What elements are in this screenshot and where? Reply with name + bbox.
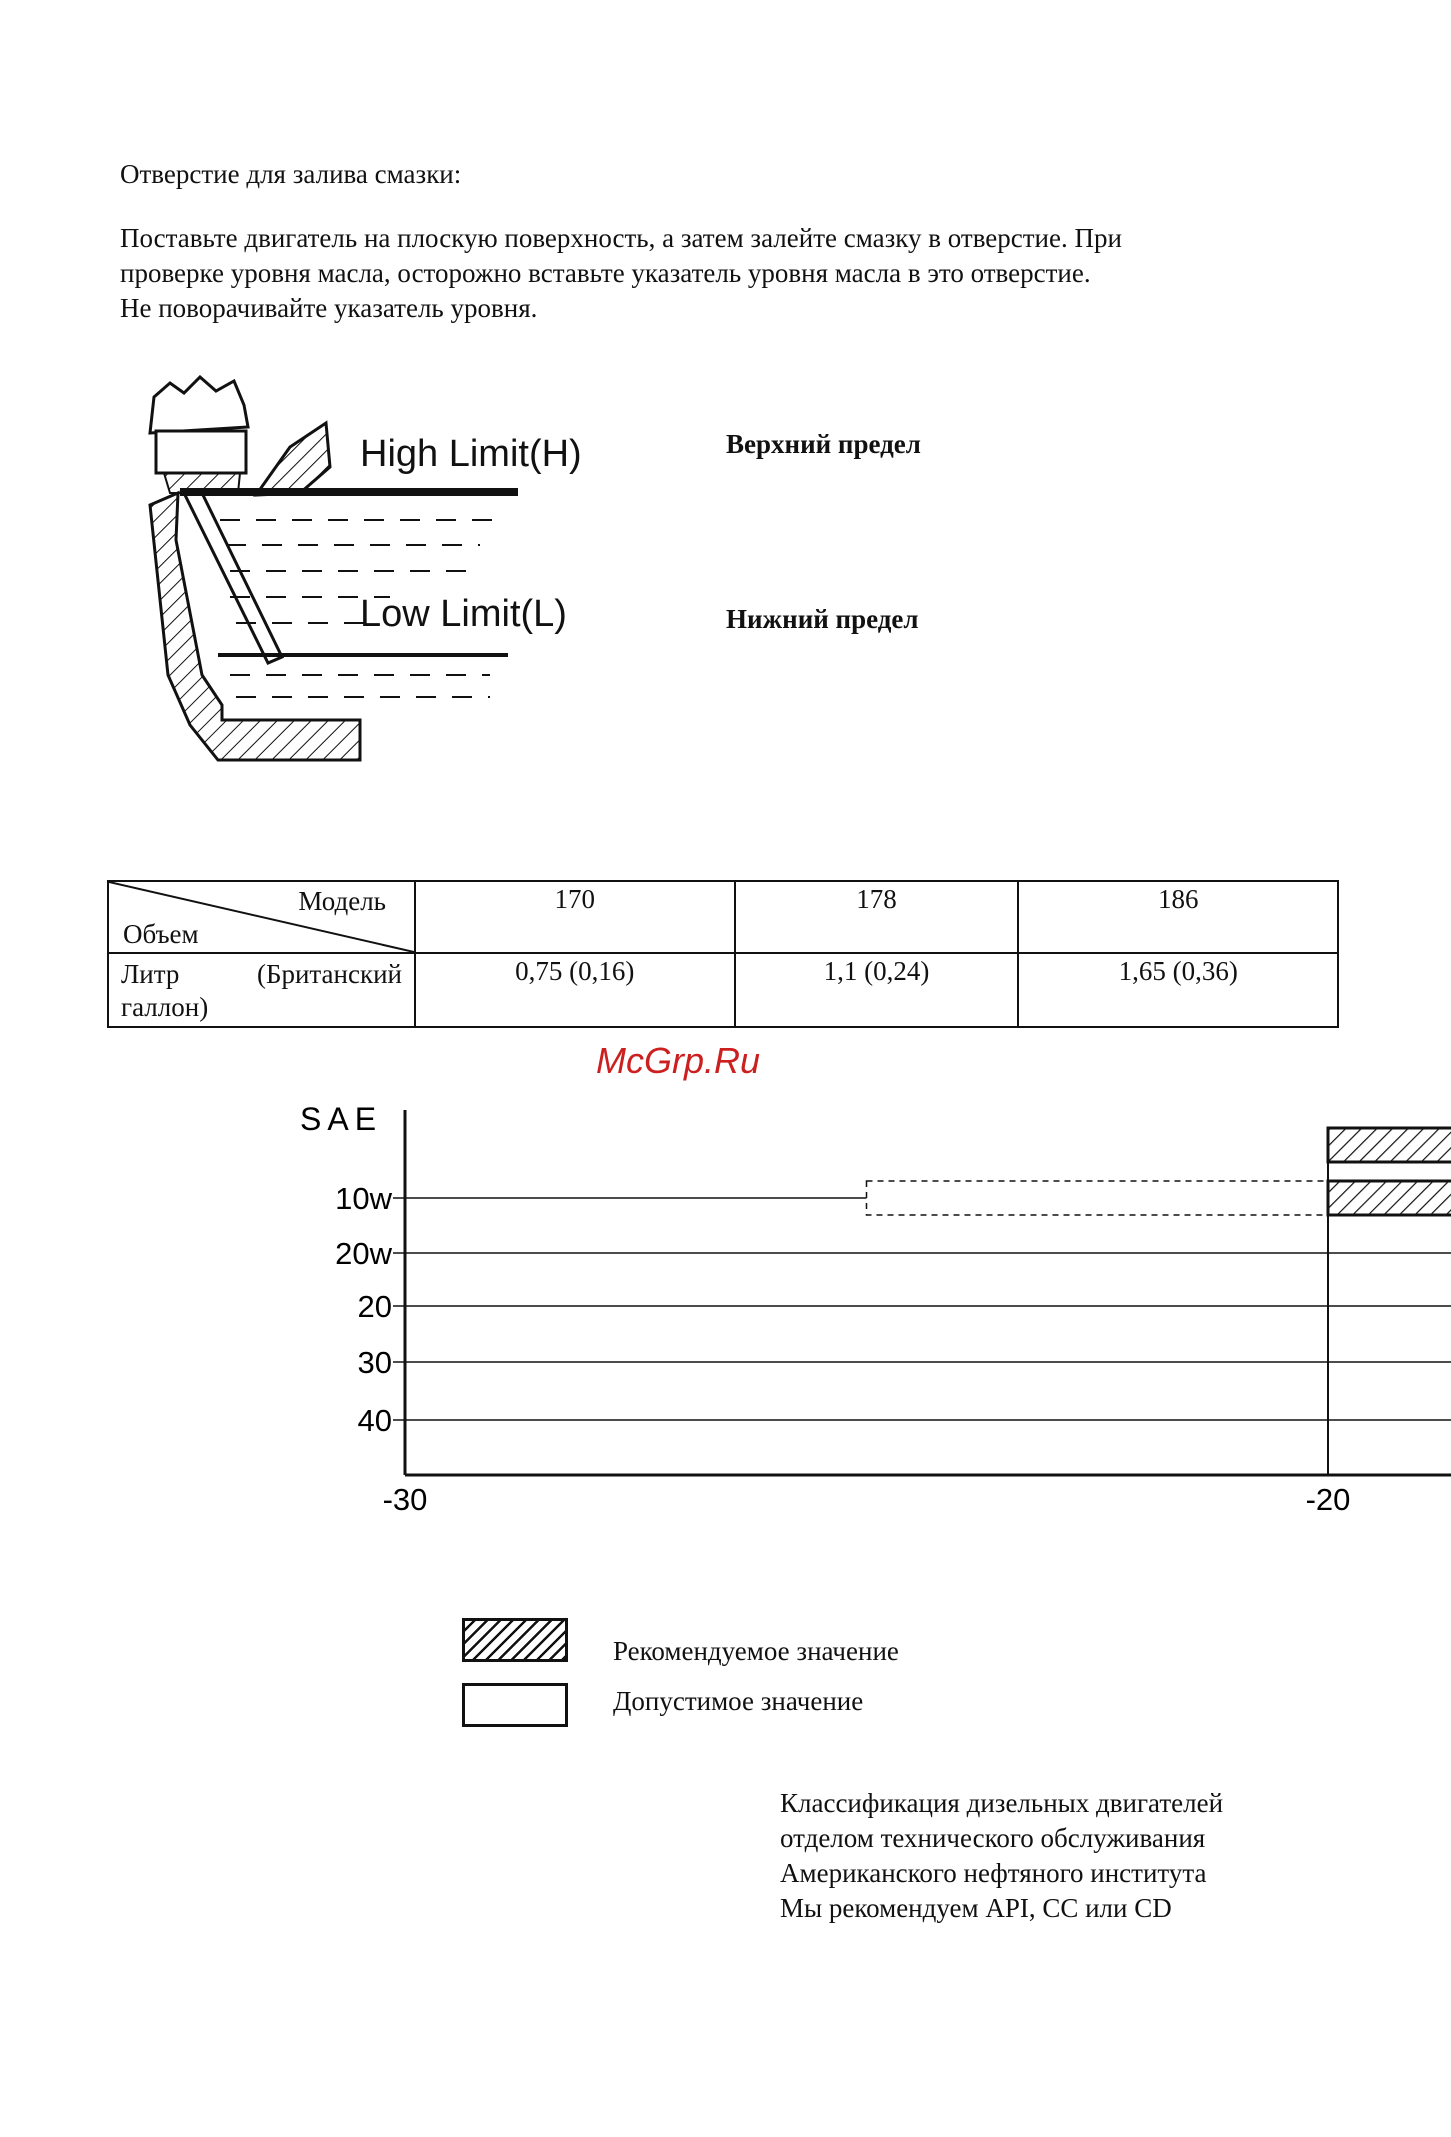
footer-note-line-1: Классификация дизельных двигателей bbox=[780, 1788, 1224, 1818]
instruction-line-2: проверке уровня масла, осторожно вставьте указатель уровня масла в это отверстие. bbox=[120, 258, 1091, 288]
low-limit-label: Low Limit(L) bbox=[360, 593, 567, 635]
row-label-litr: Литр bbox=[121, 959, 180, 989]
chart-bars bbox=[867, 1072, 1451, 1437]
grade-label-20w: 20w bbox=[335, 1236, 392, 1271]
legend-permissible-swatch bbox=[462, 1683, 568, 1727]
model-170-header: 170 bbox=[415, 881, 735, 953]
high-limit-label: High Limit(H) bbox=[360, 433, 582, 475]
grade-label-10w: 10w bbox=[335, 1181, 392, 1216]
table-header-row bbox=[108, 881, 1338, 953]
header-volume-label: Объем bbox=[123, 919, 199, 949]
x-tick-c: -30 bbox=[382, 1482, 428, 1517]
dipstick-cap bbox=[150, 377, 248, 433]
oil-volume-table bbox=[107, 880, 1339, 1028]
table-corner-cell bbox=[108, 881, 415, 953]
recommended-bar-10w bbox=[1328, 1181, 1451, 1215]
high-limit-caption: Верхний предел bbox=[726, 429, 921, 459]
model-186-header: 186 bbox=[1018, 881, 1338, 953]
legend-recommended-label: Рекомендуемое значение bbox=[613, 1636, 899, 1666]
table-row bbox=[108, 953, 1338, 1027]
footer-note-line-2: отделом технического обслуживания bbox=[780, 1823, 1206, 1853]
volume-170-value: 0,75 (0,16) bbox=[415, 953, 735, 1027]
instruction-line-3: Не поворачивайте указатель уровня. bbox=[120, 293, 538, 323]
volume-178-value: 1,1 (0,24) bbox=[735, 953, 1019, 1027]
grade-label-30: 30 bbox=[357, 1345, 392, 1380]
row-label-british: (Британский bbox=[256, 959, 402, 989]
x-tick-c: -20 bbox=[1305, 1482, 1351, 1517]
row-label-cell bbox=[108, 953, 415, 1027]
legend-recommended-swatch bbox=[462, 1618, 568, 1662]
multigrade-bar-10w30 bbox=[1328, 1128, 1451, 1162]
header-model-label: Модель bbox=[298, 886, 386, 916]
chart-title: SAE bbox=[300, 1101, 383, 1137]
legend-permissible-label: Допустимое значение bbox=[613, 1686, 864, 1716]
casing-lip bbox=[256, 423, 330, 495]
model-178-header: 178 bbox=[735, 881, 1019, 953]
volume-186-value: 1,65 (0,36) bbox=[1018, 953, 1338, 1027]
sae-viscosity-chart bbox=[0, 1060, 1451, 1580]
chart-grid bbox=[393, 1070, 1451, 1475]
dipstick-collar bbox=[156, 431, 246, 473]
grade-label-20: 20 bbox=[357, 1289, 392, 1324]
instruction-line-1: Поставьте двигатель на плоскую поверхность, а затем залейте смазку в отверстие. При bbox=[120, 223, 1122, 253]
section-title: Отверстие для залива смазки: bbox=[120, 159, 462, 189]
dipstick-rod bbox=[184, 493, 282, 663]
watermark-text: McGrp.Ru bbox=[596, 1040, 761, 1081]
footer-note-line-4: Мы рекомендуем API, CC или CD bbox=[780, 1893, 1172, 1923]
footer-note-line-3: Американского нефтяного института bbox=[780, 1858, 1207, 1888]
grade-label-40: 40 bbox=[357, 1403, 392, 1438]
low-limit-caption: Нижний предел bbox=[726, 604, 919, 634]
row-label-gallon: галлон) bbox=[121, 992, 209, 1022]
